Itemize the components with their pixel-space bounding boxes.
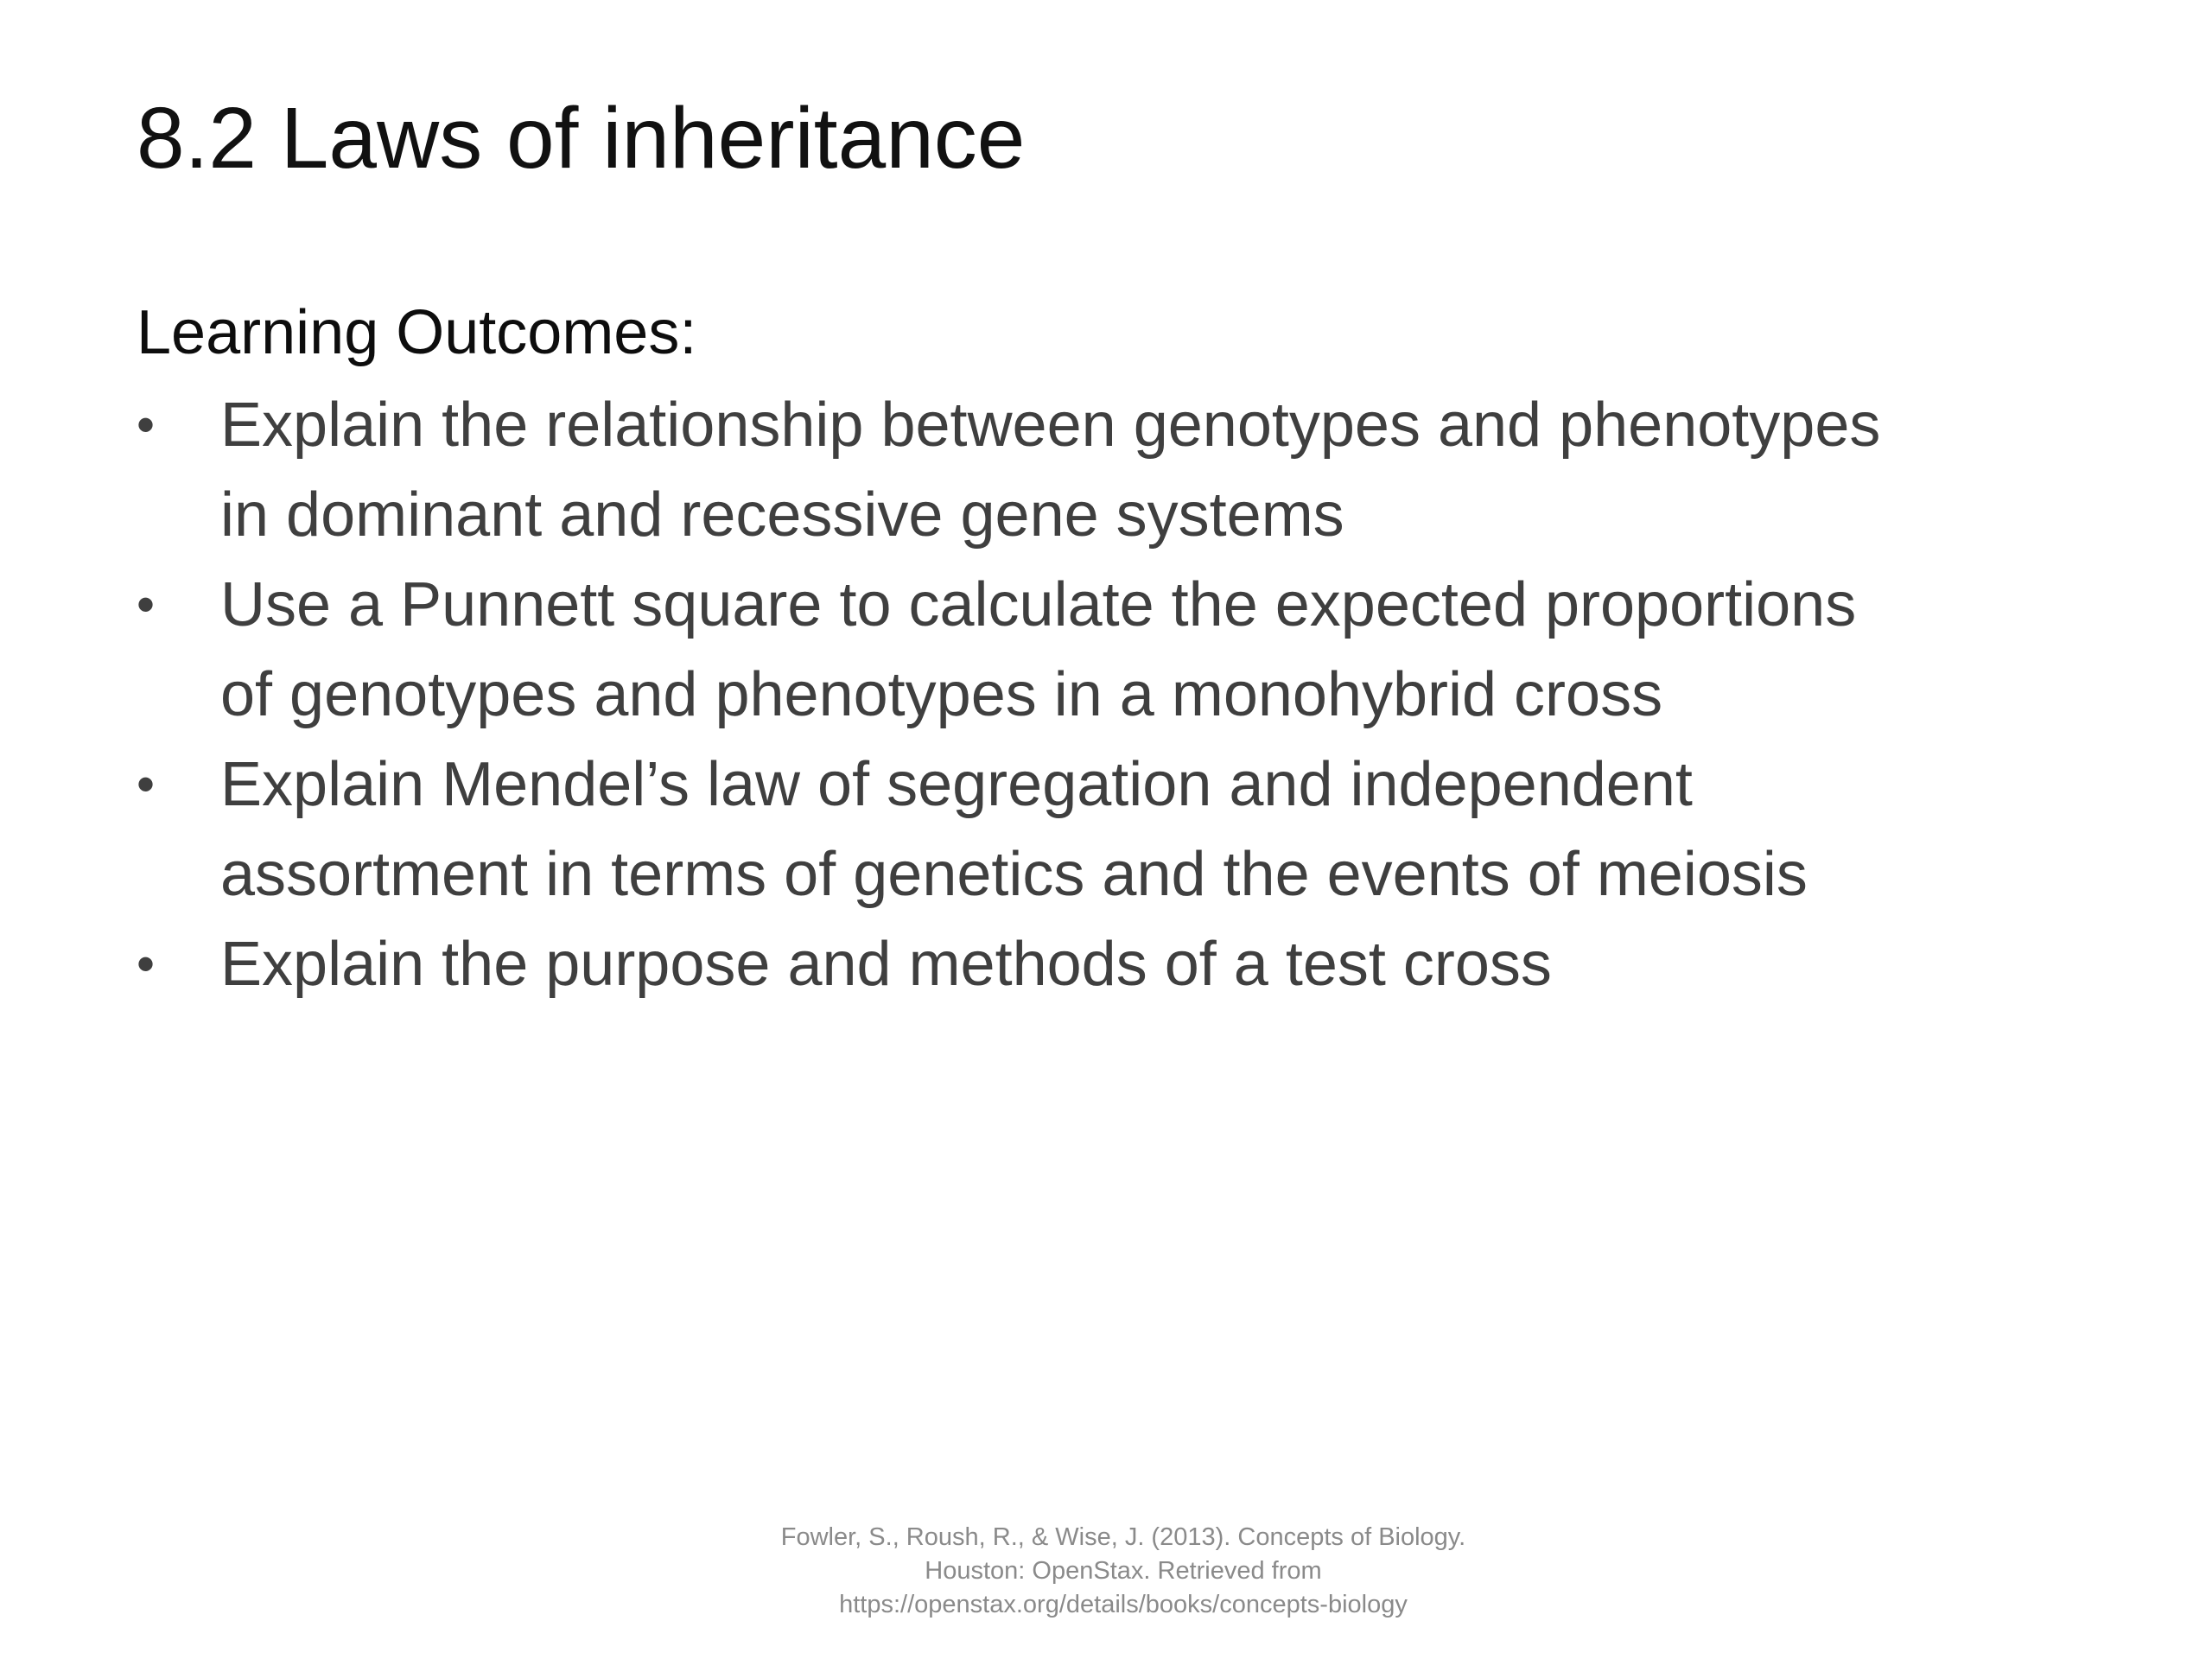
learning-outcomes-heading: Learning Outcomes:	[137, 298, 697, 367]
bullet-icon: •	[137, 396, 156, 454]
citation	[674, 1521, 1573, 1622]
outcome-text-line: Explain the relationship between genotypes and phenotypes	[220, 391, 1881, 460]
outcome-text-line: of genotypes and phenotypes in a monohybrid cross	[220, 660, 1663, 729]
learning-outcome-item	[137, 919, 2124, 1009]
learning-outcome-item	[137, 560, 2124, 740]
learning-outcomes-list	[137, 380, 2124, 1009]
citation-url: https://openstax.org/details/books/concepts-biology	[839, 1591, 1408, 1618]
citation-line: Fowler, S., Roush, R., & Wise, J. (2013). Concepts of Biology.	[780, 1523, 1466, 1551]
outcome-text-line: in dominant and recessive gene systems	[220, 480, 1344, 550]
citation-line: Houston: OpenStax. Retrieved from	[925, 1557, 1322, 1585]
learning-outcome-item	[137, 740, 2124, 919]
learning-outcome-item	[137, 380, 2124, 560]
outcome-text-line: Explain the purpose and methods of a test cross	[220, 930, 1552, 999]
slide-title: 8.2 Laws of inheritance	[137, 90, 1026, 187]
bullet-icon: •	[137, 935, 156, 993]
bullet-icon: •	[137, 755, 156, 813]
outcome-text-line: Explain Mendel’s law of segregation and independent	[220, 750, 1693, 819]
outcome-text-line: assortment in terms of genetics and the events of meiosis	[220, 840, 1808, 909]
bullet-icon: •	[137, 575, 156, 633]
outcome-text-line: Use a Punnett square to calculate the expected proportions	[220, 570, 1857, 639]
